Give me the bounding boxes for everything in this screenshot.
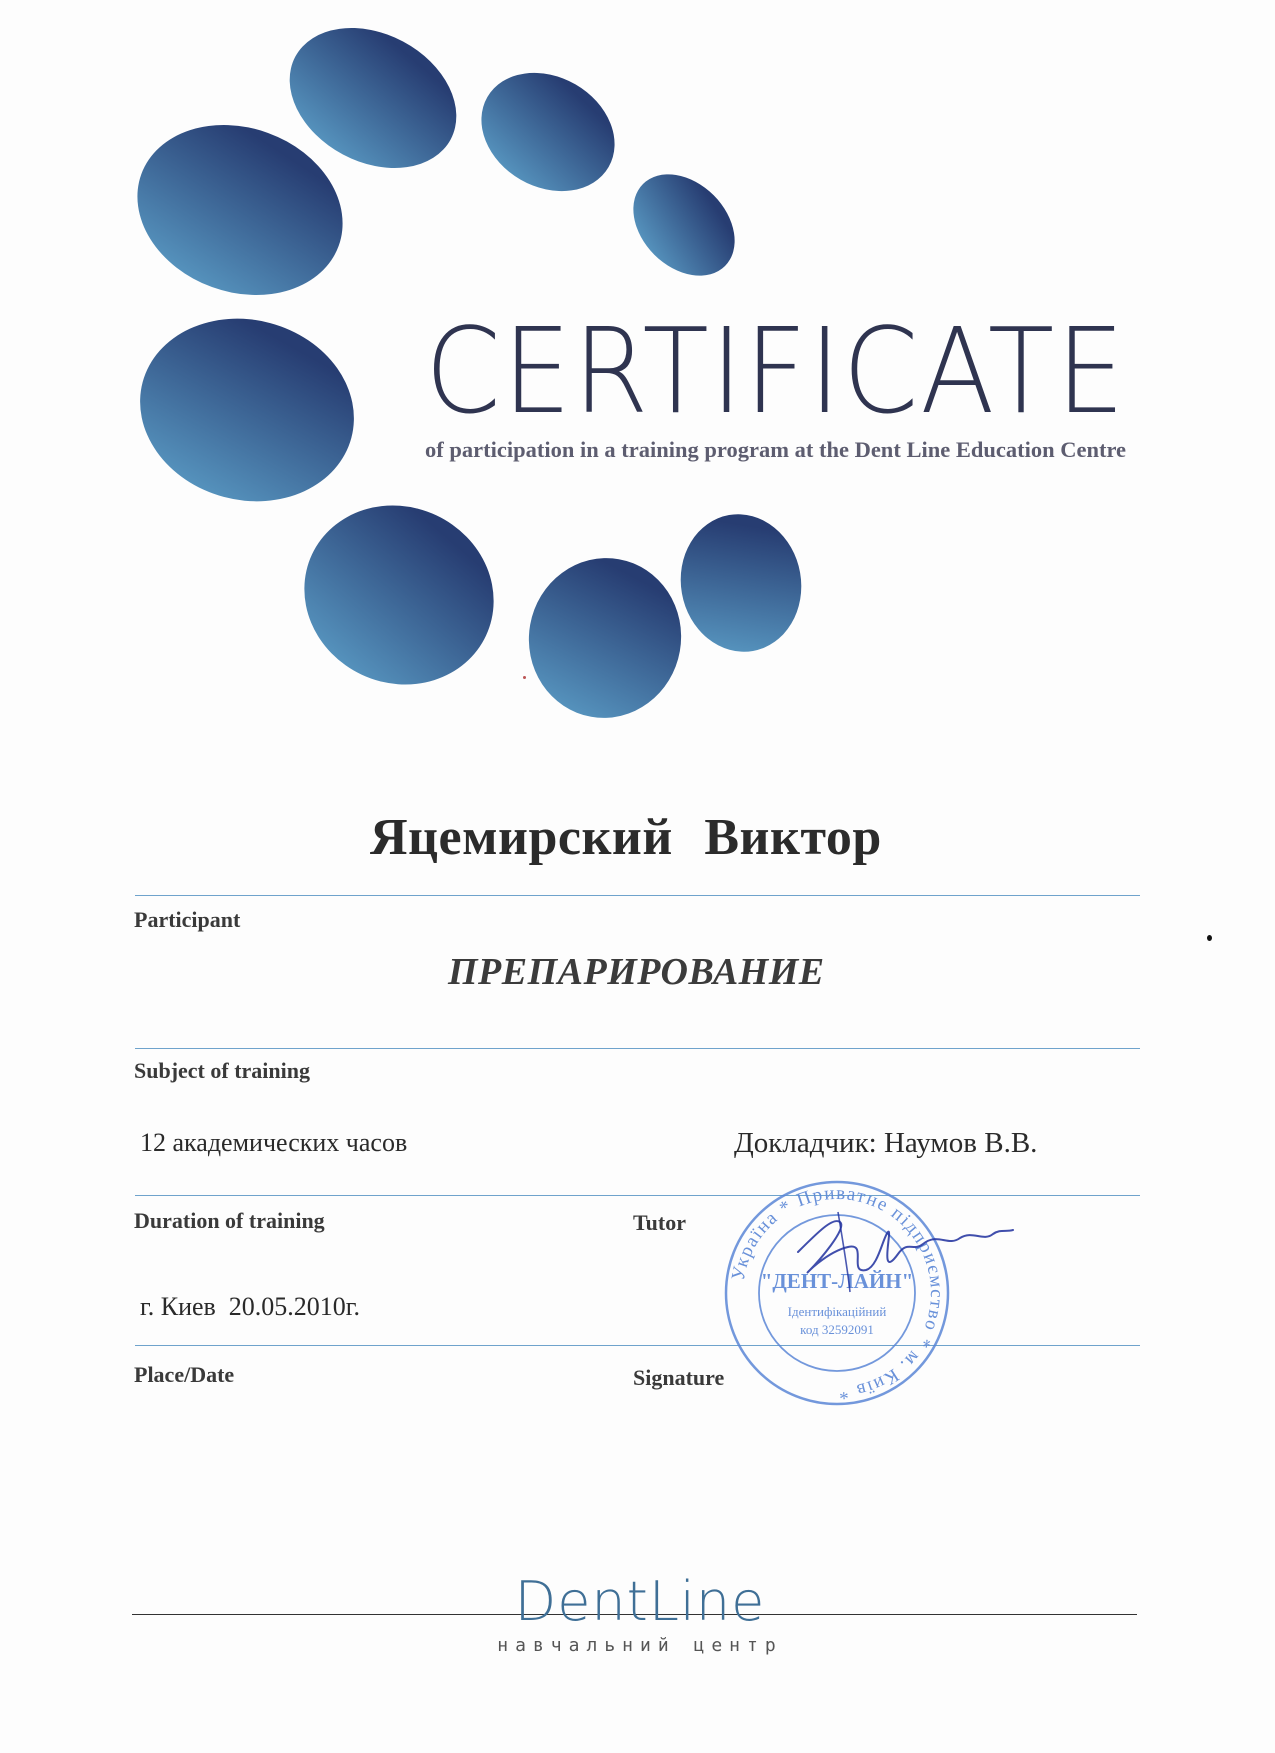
duration-label: Duration of training xyxy=(134,1208,325,1233)
decorative-circle xyxy=(613,154,754,295)
subject-divider xyxy=(135,1048,1140,1049)
decorative-circle xyxy=(516,546,693,730)
decorative-circle xyxy=(275,475,523,716)
place-date-label: Place/Date xyxy=(134,1362,235,1387)
participant-divider xyxy=(135,895,1140,896)
handwritten-signature xyxy=(778,1192,1023,1302)
scan-speck xyxy=(523,676,526,679)
tutor-value: Докладчик: Наумов В.В. xyxy=(734,1127,1038,1159)
dentline-logo xyxy=(490,1570,790,1656)
place-date-divider xyxy=(135,1345,1140,1346)
scan-speck xyxy=(1207,935,1212,941)
stamp-company: "ДЕНТ-ЛАЙН" xyxy=(760,1269,914,1293)
decorative-circle xyxy=(460,49,636,214)
duration-value: 12 академических часов xyxy=(140,1128,408,1157)
participant-label: Participant xyxy=(134,907,241,932)
decorative-circle xyxy=(119,295,374,525)
subject-label: Subject of training xyxy=(134,1058,310,1083)
decorative-circle xyxy=(670,505,812,662)
subject-value: ПРЕПАРИРОВАНИЕ xyxy=(448,951,825,993)
tutor-label: Tutor xyxy=(633,1210,686,1235)
stamp-line1: Ідентифікаційний xyxy=(787,1304,887,1319)
signature-label: Signature xyxy=(633,1365,725,1390)
logo-subtitle: навчальний центр xyxy=(497,1635,783,1656)
logo-text: DentLine xyxy=(514,1570,766,1633)
stamp-outer-text: Україна * Приватне підприємство * м. Київ * xyxy=(727,1182,948,1404)
stamp-line2: код 32592091 xyxy=(800,1322,874,1337)
place-date-value: г. Киев 20.05.2010г. xyxy=(140,1292,361,1321)
participant-name: Яцемирский Виктор xyxy=(370,809,882,866)
certificate-title: CERTIFICATE xyxy=(425,302,1127,440)
certificate-subtitle: of participation in a training program at the Dent Line Education Centre xyxy=(425,437,1127,462)
